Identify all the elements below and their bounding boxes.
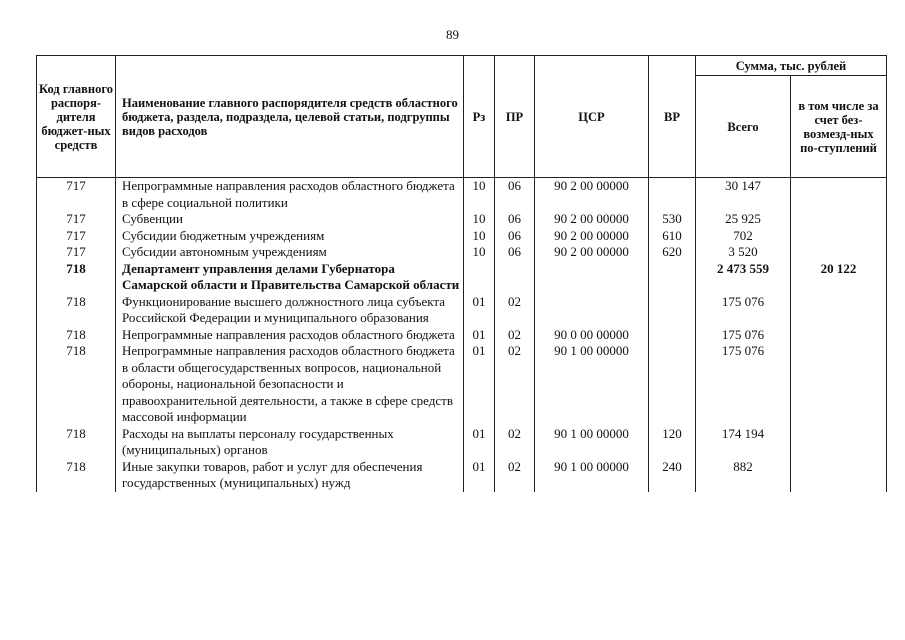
cell-rz — [464, 261, 495, 294]
cell-vr: 610 — [649, 228, 696, 245]
cell-total: 175 076 — [696, 294, 791, 327]
header-pr: ПР — [495, 56, 535, 178]
cell-pr: 06 — [495, 178, 535, 212]
cell-csr: 90 1 00 00000 — [535, 459, 649, 492]
table-row — [37, 343, 887, 426]
cell-pr: 02 — [495, 343, 535, 426]
table-header — [37, 56, 887, 178]
cell-name: Иные закупки товаров, работ и услуг для обеспечения государственных (муниципальных) нужд — [116, 459, 464, 492]
cell-rz: 10 — [464, 211, 495, 228]
header-rz: Рз — [464, 56, 495, 178]
cell-code: 718 — [37, 426, 116, 459]
cell-total: 702 — [696, 228, 791, 245]
header-name: Наименование главного распорядителя средств областного бюджета, раздела, подраздела, целевой статьи, подгруппы видов расходов — [116, 56, 464, 178]
cell-gratuitous — [791, 211, 887, 228]
cell-pr: 06 — [495, 244, 535, 261]
cell-rz: 01 — [464, 327, 495, 344]
cell-code: 718 — [37, 343, 116, 426]
cell-vr — [649, 327, 696, 344]
cell-name: Субсидии бюджетным учреждениям — [116, 228, 464, 245]
cell-csr: 90 1 00 00000 — [535, 426, 649, 459]
cell-total: 175 076 — [696, 327, 791, 344]
cell-gratuitous — [791, 244, 887, 261]
cell-name: Субвенции — [116, 211, 464, 228]
cell-code: 718 — [37, 261, 116, 294]
cell-pr — [495, 261, 535, 294]
cell-vr — [649, 178, 696, 212]
cell-vr: 620 — [649, 244, 696, 261]
cell-rz: 01 — [464, 459, 495, 492]
cell-name: Департамент управления делами Губернатора Самарской области и Правительства Самарской области — [116, 261, 464, 294]
cell-vr — [649, 294, 696, 327]
cell-csr — [535, 261, 649, 294]
header-gratuitous: в том числе за счет без-возмезд-ных по-ступлений — [791, 76, 887, 178]
cell-gratuitous — [791, 327, 887, 344]
cell-total: 175 076 — [696, 343, 791, 426]
cell-code: 717 — [37, 211, 116, 228]
cell-pr: 06 — [495, 228, 535, 245]
cell-csr: 90 2 00 00000 — [535, 244, 649, 261]
cell-code: 717 — [37, 244, 116, 261]
cell-pr: 06 — [495, 211, 535, 228]
cell-code: 718 — [37, 294, 116, 327]
cell-vr: 530 — [649, 211, 696, 228]
cell-total: 882 — [696, 459, 791, 492]
cell-vr: 120 — [649, 426, 696, 459]
table-row — [37, 178, 887, 212]
cell-csr: 90 2 00 00000 — [535, 228, 649, 245]
cell-csr: 90 1 00 00000 — [535, 343, 649, 426]
cell-total: 25 925 — [696, 211, 791, 228]
table-body — [37, 178, 887, 492]
cell-csr: 90 0 00 00000 — [535, 327, 649, 344]
cell-code: 718 — [37, 459, 116, 492]
table-row — [37, 244, 887, 261]
cell-csr — [535, 294, 649, 327]
cell-pr: 02 — [495, 459, 535, 492]
cell-code: 717 — [37, 228, 116, 245]
table-row — [37, 327, 887, 344]
table-row — [37, 261, 887, 294]
cell-gratuitous — [791, 228, 887, 245]
cell-gratuitous — [791, 343, 887, 426]
cell-total: 174 194 — [696, 426, 791, 459]
cell-rz: 10 — [464, 178, 495, 212]
cell-vr — [649, 343, 696, 426]
header-sum-group: Сумма, тыс. рублей — [696, 56, 887, 76]
header-csr: ЦСР — [535, 56, 649, 178]
budget-table — [36, 55, 887, 492]
cell-vr — [649, 261, 696, 294]
cell-csr: 90 2 00 00000 — [535, 178, 649, 212]
cell-name: Субсидии автономным учреждениям — [116, 244, 464, 261]
cell-pr: 02 — [495, 327, 535, 344]
header-code: Код главного распоря-дителя бюджет-ных средств — [37, 56, 116, 178]
header-total: Всего — [696, 76, 791, 178]
cell-code: 718 — [37, 327, 116, 344]
cell-name: Расходы на выплаты персоналу государственных (муниципальных) органов — [116, 426, 464, 459]
cell-rz: 01 — [464, 426, 495, 459]
cell-gratuitous — [791, 426, 887, 459]
cell-total: 2 473 559 — [696, 261, 791, 294]
table-row — [37, 294, 887, 327]
cell-name: Функционирование высшего должностного лица субъекта Российской Федерации и муниципального образования — [116, 294, 464, 327]
cell-vr: 240 — [649, 459, 696, 492]
cell-gratuitous: 20 122 — [791, 261, 887, 294]
cell-rz: 01 — [464, 343, 495, 426]
cell-gratuitous — [791, 459, 887, 492]
cell-name: Непрограммные направления расходов областного бюджета — [116, 327, 464, 344]
cell-name: Непрограммные направления расходов областного бюджета в сфере социальной политики — [116, 178, 464, 212]
cell-total: 30 147 — [696, 178, 791, 212]
page-number: 89 — [446, 27, 459, 42]
table-row — [37, 228, 887, 245]
cell-name: Непрограммные направления расходов областного бюджета в области общегосударственных вопросов, национальной обороны, национальной безопасности и правоохранительной деятельности, а также в сфере средств массовой информации — [116, 343, 464, 426]
cell-rz: 10 — [464, 228, 495, 245]
cell-pr: 02 — [495, 294, 535, 327]
cell-rz: 01 — [464, 294, 495, 327]
cell-code: 717 — [37, 178, 116, 212]
cell-csr: 90 2 00 00000 — [535, 211, 649, 228]
header-vr: ВР — [649, 56, 696, 178]
cell-gratuitous — [791, 178, 887, 212]
cell-total: 3 520 — [696, 244, 791, 261]
table-row — [37, 426, 887, 459]
table-row — [37, 459, 887, 492]
cell-pr: 02 — [495, 426, 535, 459]
cell-gratuitous — [791, 294, 887, 327]
cell-rz: 10 — [464, 244, 495, 261]
table-row — [37, 211, 887, 228]
